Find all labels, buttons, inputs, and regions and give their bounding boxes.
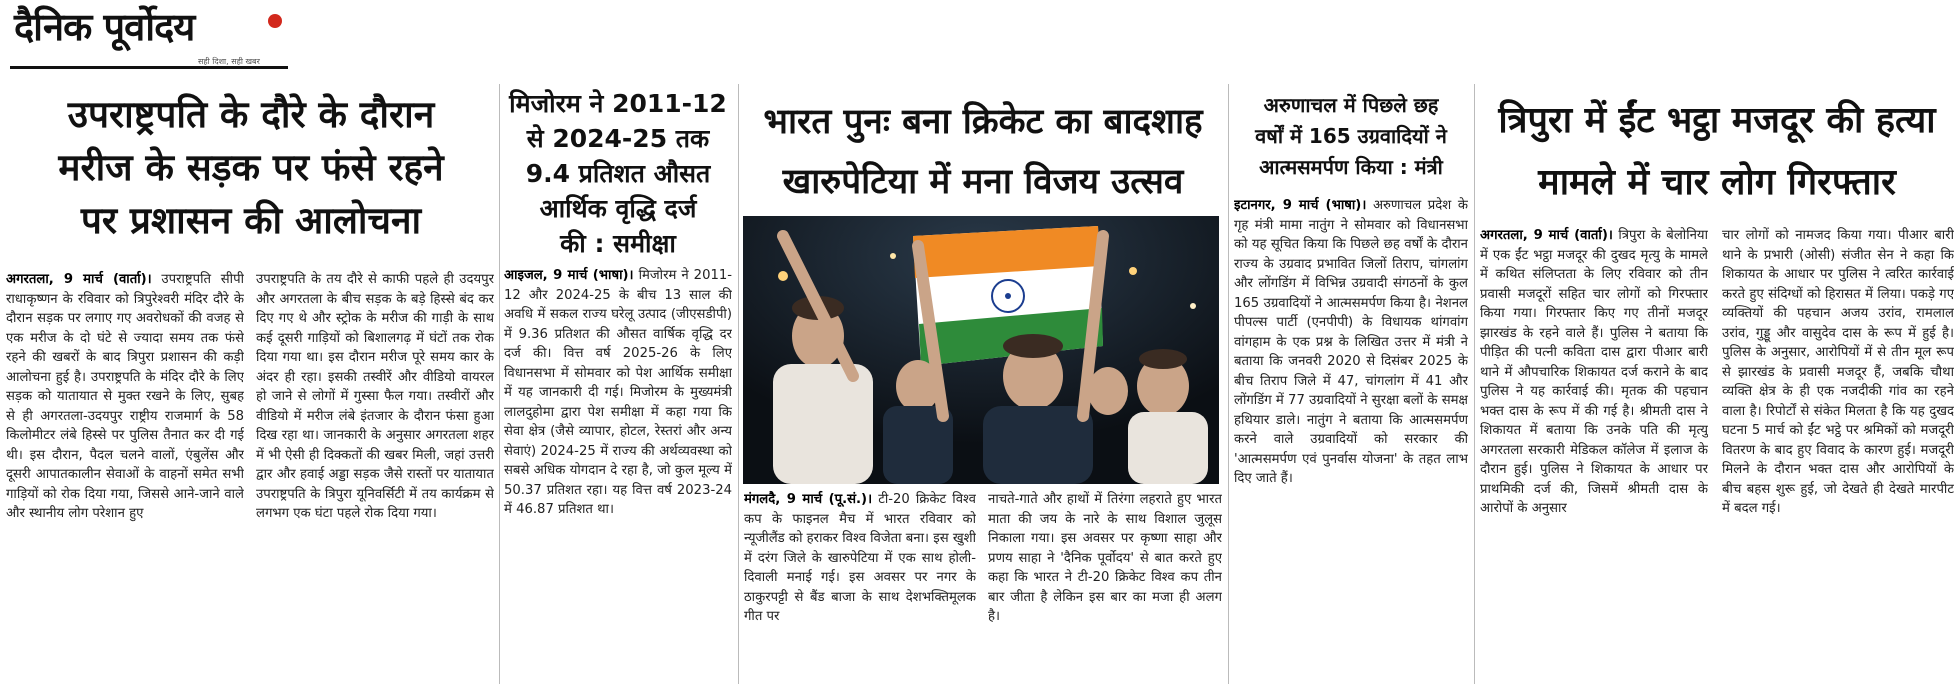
article5-headline — [1480, 90, 1954, 214]
article1-column-1 — [6, 270, 244, 684]
article3-column-2 — [988, 490, 1222, 684]
article5-column-2 — [1722, 226, 1954, 684]
masthead-tagline: सही दिशा, सही खबर — [198, 57, 260, 66]
article3-body: नाचते-गाते और हाथों में तिरंगा लहराते हुए भारत माता की जय के नारे के साथ विशाल जुलूस निकाला गया। इस अवसर पर कृष्णा साहा और प्रणय साहा ने 'दैनिक पूर्वोदय' से बात करते हुए कहा कि भारत ने टी-20 क्रिकेट विश्व कप तीन बार जीता है लेकिन इस बार का मजा ही अलग है। — [988, 492, 1222, 624]
masthead-rule — [10, 66, 288, 69]
article3-headline — [744, 92, 1222, 212]
article4-headline-line: आत्मसमर्पण किया : मंत्री — [1259, 155, 1443, 179]
article4-column — [1234, 196, 1468, 684]
article3-dateline: मंगलदै, 9 मार्च (पू.सं.)। — [744, 492, 873, 507]
article4-dateline: इटानगर, 9 मार्च (भाषा)। — [1234, 198, 1367, 213]
article5-column-1 — [1480, 226, 1708, 684]
column-divider — [1228, 84, 1229, 684]
article3-headline-line: भारत पुनः बना क्रिकेट का बादशाह — [763, 102, 1203, 142]
article3-photo — [743, 216, 1219, 484]
article1-body: उपराष्ट्रपति सीपी राधाकृष्णन के रविवार को त्रिपुरेश्वरी मंदिर दौरे के दौरान सड़क पर लगाए गए अवरोधकों की वजह से एक मरीज के दो घंटे से ज्यादा समय तक फंसे रहने की खबरों के बाद त्रिपुरा प्रशासन की कड़ी आलोचना हुई है। उपराष्ट्रपति के मंदिर दौरे के लिए सड़क को यातायात से मुक्त रखने के लिए, सुबह से ही अगरतला-उदयपुर राष्ट्रीय राजमार्ग के 58 किलोमीटर लंबे हिस्से पर पुलिस तैनात कर दी गई थी। इस दौरान, पैदल चलने वालों, एंबुलेंस और दूसरी आपातकालीन सेवाओं के वाहनों समेत सभी गाड़ियों को रोक दिया गया, जिससे आने-जाने वाले और स्थानीय लोग परेशान हुए — [6, 272, 244, 521]
article1-headline-line: उपराष्ट्रपति के दौरे के दौरान — [67, 93, 435, 136]
article5-dateline: अगरतला, 9 मार्च (वार्ता)। — [1480, 228, 1613, 243]
article5-body: चार लोगों को नामजद किया गया। पीआर बारी थाने के प्रभारी (ओसी) संजीत सेन ने कहा कि शिकायत के आधार पर पुलिस ने त्वरित कार्रवाई करते हुए संदिग्धों को हिरासत में लिया। पकड़े गए व्यक्तियों की पहचान अजय उरांव, रामलाल उरांव, गुड्डू और वासुदेव दास के रूप में हुई है। पुलिस के अनुसार, आरोपियों में से तीन मूल रूप से झारखंड के प्रवासी मजदूर हैं, जबकि चौथा व्यक्ति क्षेत्र के ही एक नजदीकी गांव का रहने वाला है। रिपोर्टों से संकेत मिलता है कि यह दुखद घटना 5 मार्च को ईंट भट्ठे पर श्रमिकों को मजदूरी वितरण के बाद हुए विवाद के कारण हुई। मजदूरी मिलने के दौरान भक्त दास और आरोपियों के बीच बहस शुरू हुई, जो देखते ही देखते मारपीट में बदल गई। — [1722, 228, 1954, 516]
article2-headline-line: से 2024-25 तक — [526, 124, 710, 153]
masthead-logo-dot — [268, 14, 282, 28]
article1-headline-line: मरीज के सड़क पर फंसे रहने — [58, 146, 444, 189]
article2-headline-line: की : समीक्षा — [560, 229, 676, 258]
article1-headline-line: पर प्रशासन की आलोचना — [80, 199, 422, 242]
article5-headline-line: त्रिपुरा में ईंट भट्ठा मजदूर की हत्या — [1498, 100, 1936, 141]
article4-headline-line: अरुणाचल में पिछले छह — [1263, 93, 1439, 117]
article1-dateline: अगरतला, 9 मार्च (वार्ता)। — [6, 272, 152, 287]
article2-dateline: आइजल, 9 मार्च (भाषा)। — [504, 268, 634, 283]
masthead-title: दैनिक पूर्वोदय — [14, 4, 195, 49]
article2-headline-line: आर्थिक वृद्धि दर्ज — [539, 194, 697, 223]
celebration-photo — [743, 216, 1219, 484]
article2-body: मिजोरम ने 2011-12 और 2024-25 के बीच 13 साल की अवधि में सकल राज्य घरेलू उत्पाद (जीएसडीपी) में 9.36 प्रतिशत की औसत वार्षिक वृद्धि दर दर्ज की। वित्त वर्ष 2025-26 के लिए विधानसभा में सोमवार को पेश आर्थिक समीक्षा में यह जानकारी दी गई। मिजोरम के मुख्यमंत्री लालदुहोमा द्वारा पेश समीक्षा में कहा गया कि सेवा क्षेत्र (जैसे व्यापार, होटल, रेस्तरां और अन्य सेवाएं) 2024-25 में राज्य की अर्थव्यवस्था को सबसे अधिक योगदान दे रहा है, जो कुल मूल्य में 50.37 प्रतिशत रहा। यह वित्त वर्ष 2023-24 में 46.87 प्रतिशत था। — [504, 268, 732, 517]
article2-column — [504, 266, 732, 684]
article1-body: उपराष्ट्रपति के तय दौरे से काफी पहले ही उदयपुर और अगरतला के बीच सड़क के बड़े हिस्से बंद कर दिए गए थे और स्ट्रोक के मरीज की गाड़ी के साथ कई दूसरी गाड़ियों को बिशालगढ़ में घंटों तक रोक दिया गया था। इस दौरान मरीज पूरे समय कार के अंदर ही रहा। इसकी तस्वीरें और वीडियो वायरल हो जाने से लोगों में गुस्सा फैल गया। तस्वीरों और वीडियो में मरीज लंबे इंतजार के दौरान फंसा हुआ दिख रहा था। जानकारी के अनुसार अगरतला शहर में भी ऐसी ही दिक्कतों की खबर मिली, जहां उत्तरी द्वार और हवाई अड्डा सड़क जैसे रास्तों पर यातायात उपराष्ट्रपति के त्रिपुरा यूनिवर्सिटी में तय कार्यक्रम से लगभग एक घंटा पहले रोक दिया गया। — [256, 272, 494, 521]
article3-headline-line: खारुपेटिया में मना विजय उत्सव — [782, 162, 1184, 202]
article2-headline-line: मिजोरम ने 2011-12 — [509, 89, 727, 118]
article1-headline — [8, 88, 494, 247]
article5-body: त्रिपुरा के बेलोनिया में एक ईंट भट्ठा मजदूर की दुखद मृत्यु के मामले में कथित संलिप्तता के लिए रविवार को तीन प्रवासी मजदूरों सहित चार लोगों को गिरफ्तार किया गया। गिरफ्तार किए गए तीनों मजदूर झारखंड के रहने वाले हैं। पुलिस ने बताया कि पीड़ित की पत्नी कविता दास द्वारा पीआर बारी थाने में औपचारिक शिकायत दर्ज कराने के बाद पुलिस ने यह कार्रवाई की। मृतक की पहचान भक्त दास के रूप में की गई है। श्रीमती दास ने शिकायत में बताया कि उनके पति की मृत्यु अगरतला सरकारी मेडिकल कॉलेज में इलाज के दौरान हुई। पुलिस ने शिकायत के आधार पर प्राथमिकी दर्ज की, जिसमें श्रीमती दास के आरोपों के अनुसार — [1480, 228, 1708, 516]
article3-body: टी-20 क्रिकेट विश्व कप के फाइनल मैच में भारत रविवार को न्यूजीलैंड को हराकर विश्व विजेता बना। इस खुशी में दरंग जिले के खारुपेटिया में एक साथ होली-दिवाली मनाई गई। इस अवसर पर नगर के ठाकुरपट्टी से बैंड बाजा के साथ देशभक्तिमूलक गीत पर — [744, 492, 976, 624]
column-divider — [738, 84, 739, 684]
article1-column-2 — [256, 270, 494, 684]
article5-headline-line: मामले में चार लोग गिरफ्तार — [1538, 162, 1896, 203]
article4-headline-line: वर्षों में 165 उग्रवादियों ने — [1255, 124, 1447, 148]
article4-body: अरुणाचल प्रदेश के गृह मंत्री मामा नातुंग ने सोमवार को विधानसभा को यह सूचित किया कि पिछले छह वर्षों के दौरान राज्य के उग्रवाद प्रभावित जिलों तिराप, चांगलांग और लोंगडिंग में विभिन्न उग्रवादी संगठनों के कुल 165 उग्रवादियों ने आत्मसमर्पण किया है। नेशनल पीपल्स पार्टी (एनपीपी) के विधायक थांगवांग वांगहाम के एक प्रश्न के लिखित उत्तर में मंत्री ने बताया कि जनवरी 2020 से दिसंबर 2025 के बीच तिराप जिले में 47, चांगलांग में 41 और लोंगडिंग में 77 उग्रवादियों ने सुरक्षा बलों के समक्ष हथियार डाले। नातुंग ने बताया कि आत्मसमर्पण करने वाले उग्रवादियों को सरकार की 'आत्मसमर्पण एवं पुनर्वास योजना' के तहत लाभ दिए जाते हैं। — [1234, 198, 1468, 486]
article3-column-1 — [744, 490, 976, 684]
column-divider — [1474, 84, 1475, 684]
article2-headline-line: 9.4 प्रतिशत औसत — [525, 159, 711, 188]
article4-headline — [1234, 90, 1468, 183]
column-divider — [499, 84, 500, 684]
article2-headline — [504, 86, 732, 261]
